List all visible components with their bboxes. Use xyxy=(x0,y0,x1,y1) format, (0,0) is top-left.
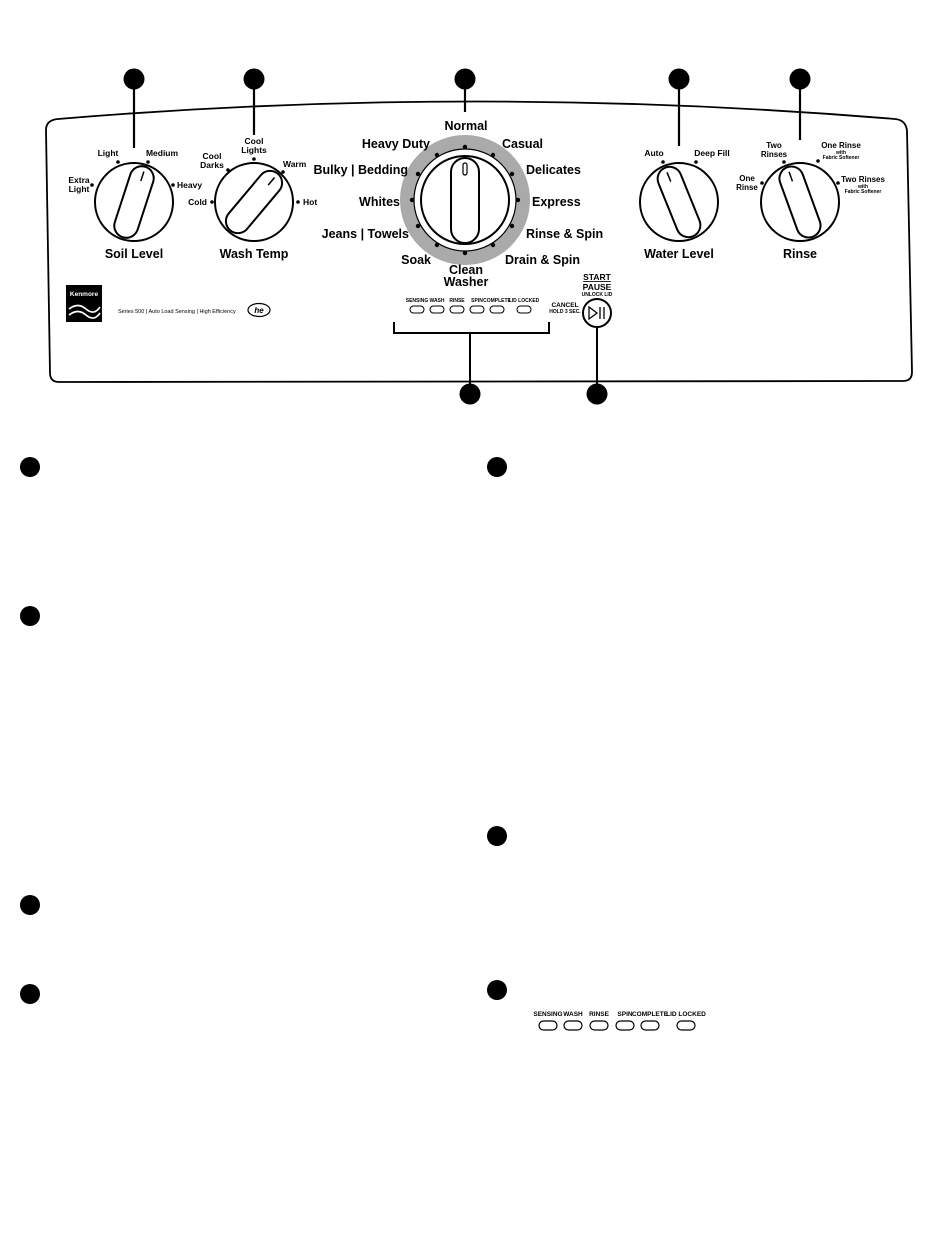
soil-heavy-label: Heavy xyxy=(177,180,203,190)
soil-level-title: Soil Level xyxy=(104,247,164,261)
callout-dot-icon xyxy=(487,457,507,477)
soil-medium-label: Medium xyxy=(145,148,179,158)
status-sensing-label: SENSING xyxy=(405,298,429,304)
water-level-knob[interactable] xyxy=(640,160,718,241)
cycle-rinse-spin-label: Rinse & Spin xyxy=(526,227,604,241)
lower-status-complete-label: COMPLETE xyxy=(631,1011,669,1018)
lower-status-lid-locked-label: LID LOCKED xyxy=(666,1011,706,1018)
callout-dot-icon xyxy=(20,606,40,626)
status-light xyxy=(517,306,531,313)
callout-dot-icon xyxy=(487,980,507,1000)
callout-dot-icon xyxy=(244,69,265,90)
cycle-clean-washer-label: Washer xyxy=(443,275,489,289)
unlock-lid-label: UNLOCK LID xyxy=(581,292,613,298)
callout-dot-icon xyxy=(124,69,145,90)
lower-status-light xyxy=(539,1021,557,1030)
series-line: Series 500 | Auto Load Sensing | High Efficiency xyxy=(118,309,236,315)
rinse-two-softener-label: Fabric Softener xyxy=(844,189,882,195)
cycle-express-label: Express xyxy=(532,195,581,209)
temp-cool-lights-label: Lights xyxy=(241,145,267,155)
cycle-selector-knob[interactable] xyxy=(407,142,523,258)
dial-icon xyxy=(215,163,293,241)
rinse-two-rinses-label: Rinses xyxy=(760,150,788,159)
status-light xyxy=(470,306,484,313)
start-label: START xyxy=(583,272,611,282)
status-wash-label: WASH xyxy=(429,298,445,304)
status-light xyxy=(450,306,464,313)
status-light xyxy=(430,306,444,313)
rinse-knob[interactable] xyxy=(760,159,840,241)
rinse-two-softener-label: Two Rinses xyxy=(841,175,885,184)
dial-icon xyxy=(407,142,523,258)
lower-status-light xyxy=(641,1021,659,1030)
cycle-bulky-bedding-label: Bulky | Bedding xyxy=(313,163,408,177)
lower-status-light xyxy=(564,1021,582,1030)
bottom-callouts xyxy=(394,322,597,394)
temp-cold-label: Cold xyxy=(188,197,207,207)
lower-status-light xyxy=(677,1021,695,1030)
soil-extra-light-label: Extra xyxy=(68,175,90,185)
rinse-one-softener-label: with xyxy=(836,150,846,156)
status-light xyxy=(410,306,424,313)
lower-status-light xyxy=(590,1021,608,1030)
callout-dot-icon xyxy=(20,457,40,477)
callout-dot-icon xyxy=(455,69,476,90)
water-deep-fill-label: Deep Fill xyxy=(694,148,730,158)
water-auto-label: Auto xyxy=(644,148,664,158)
water-level-title: Water Level xyxy=(644,247,714,261)
cycle-heavy-duty-label: Heavy Duty xyxy=(361,137,430,151)
soil-light-label: Light xyxy=(97,148,119,158)
svg-text:Kenmore: Kenmore xyxy=(69,291,99,298)
temp-cool-darks-label: Cool xyxy=(202,151,222,161)
svg-text:he: he xyxy=(254,306,264,315)
cycle-drain-spin-label: Drain & Spin xyxy=(505,253,581,267)
cycle-normal-label: Normal xyxy=(444,119,488,133)
soil-level-knob[interactable] xyxy=(90,160,175,241)
callout-dot-icon xyxy=(20,984,40,1004)
lower-status-light xyxy=(616,1021,634,1030)
rinse-one-rinse-label: Rinse xyxy=(736,183,758,192)
cancel-label: CANCEL xyxy=(551,302,579,309)
rinse-one-rinse-label: One xyxy=(739,174,755,183)
status-spin-label: SPIN xyxy=(471,298,483,304)
cycle-casual-label: Casual xyxy=(502,137,543,151)
rinse-one-softener-label: One Rinse xyxy=(821,141,861,150)
cycle-jeans-towels-label: Jeans | Towels xyxy=(321,227,409,241)
status-lid-locked-label: LID LOCKED xyxy=(508,298,540,304)
status-complete-label: COMPLETE xyxy=(483,298,511,304)
cycle-clean-washer-label: Clean xyxy=(448,263,484,277)
kenmore-logo xyxy=(66,285,102,322)
status-rinse-label: RINSE xyxy=(449,298,465,304)
callout-dot-icon xyxy=(669,69,690,90)
callout-dot-icon xyxy=(460,384,481,405)
callout-dot-icon xyxy=(20,895,40,915)
rinse-two-softener-label: with xyxy=(858,184,868,190)
dial-icon xyxy=(640,163,718,241)
rinse-one-softener-label: Fabric Softener xyxy=(822,155,860,161)
temp-cool-lights-label: Cool xyxy=(244,136,264,146)
hold-label: HOLD 3 SEC. xyxy=(549,309,581,315)
dial-icon xyxy=(761,163,839,241)
cycle-whites-label: Whites xyxy=(359,195,400,209)
status-light xyxy=(490,306,504,313)
lower-status-spin-label: SPIN xyxy=(617,1011,633,1018)
callout-dot-icon xyxy=(790,69,811,90)
rinse-title: Rinse xyxy=(782,247,818,261)
lower-status-lights xyxy=(533,1011,706,1030)
wash-temp-title: Wash Temp xyxy=(219,247,289,261)
temp-warm-label: Warm xyxy=(283,159,307,169)
cycle-delicates-label: Delicates xyxy=(526,163,581,177)
cycle-soak-label: Soak xyxy=(401,253,431,267)
lower-status-wash-label: WASH xyxy=(563,1011,583,1018)
callout-dot-icon xyxy=(487,826,507,846)
callout-dot-icon xyxy=(587,384,608,405)
pause-label: PAUSE xyxy=(582,282,612,292)
dial-icon xyxy=(95,163,173,241)
soil-extra-light-label: Light xyxy=(68,184,90,194)
temp-cool-darks-label: Darks xyxy=(200,160,224,170)
temp-hot-label: Hot xyxy=(303,197,318,207)
lower-status-rinse-label: RINSE xyxy=(589,1011,609,1018)
lower-status-sensing-label: SENSING xyxy=(533,1011,563,1018)
he-logo xyxy=(248,304,270,317)
start-pause-button[interactable] xyxy=(583,299,611,327)
rinse-two-rinses-label: Two xyxy=(766,141,782,150)
panel-status-lights xyxy=(406,298,540,313)
